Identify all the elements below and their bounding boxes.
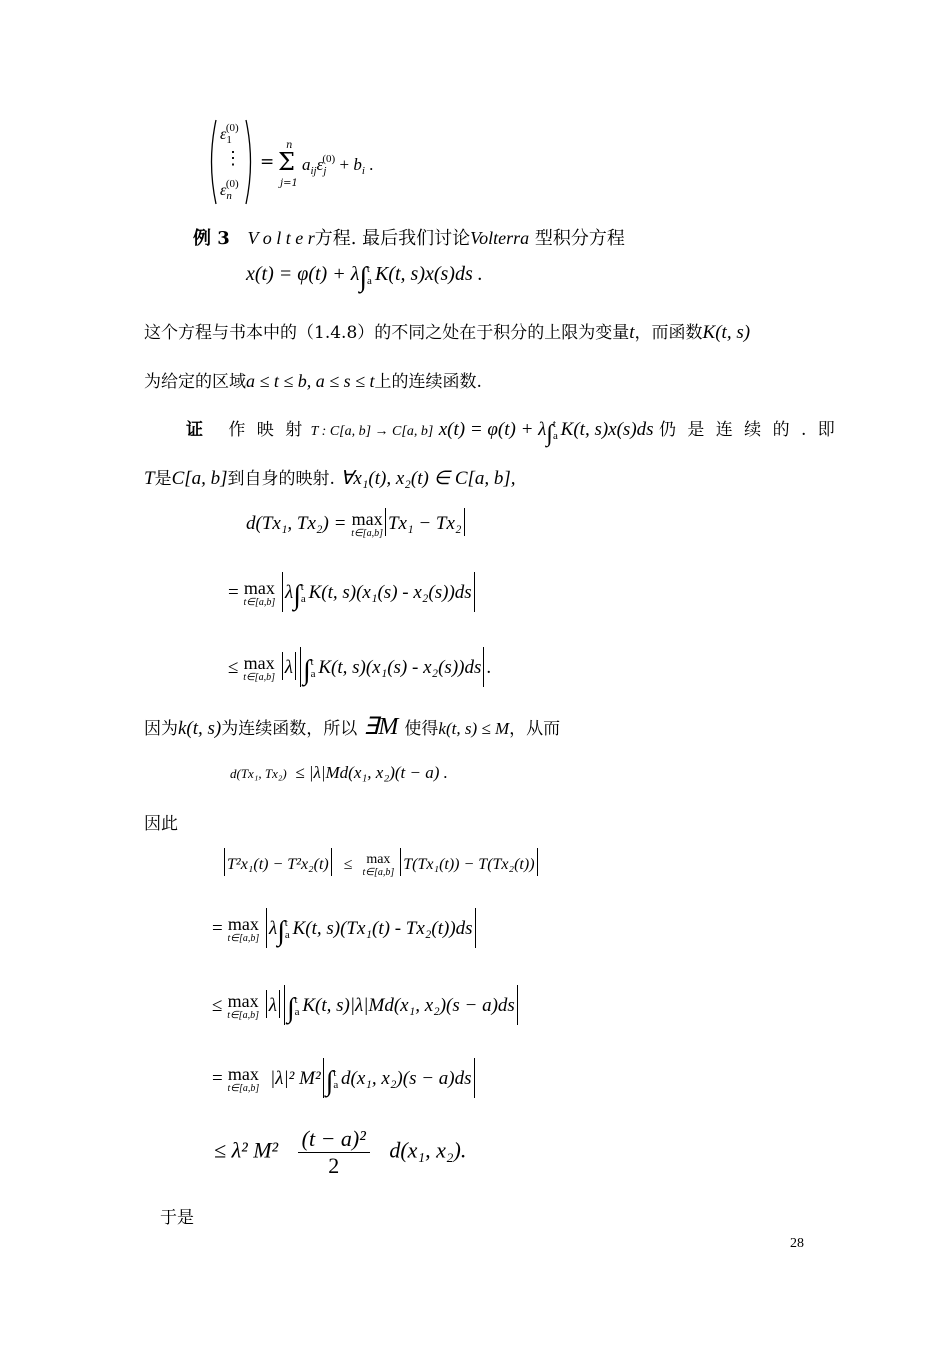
proof-map: T : C[a, b] → C[a, b]	[310, 424, 434, 439]
line-b-lambda: λ	[284, 657, 293, 678]
page-number: 28	[790, 1236, 804, 1251]
sum-sign: Σ	[278, 148, 295, 176]
distance-tail: Tx₁ − Tx₂	[387, 513, 462, 534]
sq-b-range: t∈[a,b]	[227, 1010, 259, 1022]
proof-line	[186, 415, 838, 448]
sq-b-int-upper: t	[294, 994, 298, 1006]
line-a-tail: K(t, s)(x₁(s) - x₂(s))ds	[308, 582, 472, 603]
paragraph-3	[144, 712, 560, 741]
vector-equation: $\varepsilon_1^{(0)}$ ⋮ $\varepsilon_n^{(0)}$ = n Σ j=1 $a_{ij}\varepsilon_j^{(0)} + b_i$ .	[206, 118, 406, 208]
line-b-max: max	[243, 653, 275, 674]
eps-sup: (0)	[322, 153, 336, 165]
line-a-range: t∈[a,b]	[243, 597, 276, 609]
volterra-eq-tail: K(t, s)x(s)ds .	[374, 263, 483, 285]
sq-a-tail: K(t, s)(Tx₁(t) - Tx₂(t))ds	[292, 918, 473, 939]
para3-text-a: 因为	[144, 719, 178, 739]
self-map-T: T	[144, 468, 155, 489]
para5-text: 于是	[160, 1208, 194, 1228]
volterra-equation: $x(t) = \varphi(t) + \lambda\int_a^t$ K(t, s)x(s)ds .	[246, 262, 483, 293]
sq-rhs: T(Tx₁(t)) − T(Tx₂(t))	[403, 856, 535, 873]
sq-b-le: ≤	[212, 995, 223, 1016]
volterra-int-lower: a	[367, 275, 372, 287]
proof-eq-tail: K(t, s)x(s)ds	[560, 419, 654, 440]
proof-equation: $x(t) = \varphi(t) + \lambda\int_a^t$ K(t, s)x(s)ds	[438, 418, 654, 447]
sum-upper: n	[286, 140, 293, 151]
sq-lhs: T²x₁(t) − T²x₂(t)	[227, 856, 329, 873]
sq-a-int-lower: a	[284, 929, 290, 941]
para1-t: t	[629, 322, 635, 343]
vec-top-sup: (0)	[225, 122, 239, 134]
distance-line	[246, 508, 467, 539]
sq-line-c: = max t∈[a,b] |λ|² M² $\int_a^t$ d(x₁, x₂)(s − a)ds	[212, 1058, 477, 1098]
volterra-eq-lhs: x(t) = φ(t) + λ	[246, 263, 360, 285]
line-b-tail: K(t, s)(x₁(s) - x₂(s))ds	[318, 657, 482, 678]
volterra-int-upper: t	[366, 263, 370, 275]
para4-text: 因此	[144, 814, 178, 834]
final-inequality	[214, 1126, 466, 1179]
para3-k: k(t, s)	[178, 718, 222, 739]
ineq-d-tail: ≤ |λ|Md(x₁, x₂)(t − a) .	[295, 763, 448, 782]
line-a-lambda: λ	[285, 582, 294, 603]
line-a-eq: =	[228, 582, 239, 603]
proof-text2: 仍 是 连 续 的 . 即	[658, 420, 838, 440]
sq-le: ≤	[343, 856, 353, 873]
paragraph-2	[144, 367, 482, 392]
b-sub: i	[361, 165, 365, 177]
vec-top-eps: ε	[220, 126, 227, 143]
sq-max-range: t∈[a,b]	[362, 866, 395, 878]
sq-b-max: max	[227, 991, 259, 1012]
line-b-le: ≤	[228, 657, 239, 678]
para3-exists: ∃M	[363, 714, 399, 740]
line-b-range: t∈[a,b]	[243, 672, 275, 684]
sq-line-b: ≤ max t∈[a,b] λ $\int_a^t$ K(t, s)|λ|Md(x₁, x₂)(s − a)ds	[212, 985, 520, 1025]
proof-int-upper: t	[552, 418, 556, 430]
sq-c-eq: =	[212, 1068, 223, 1089]
sq-line-a: = max t∈[a,b] $\lambda\int_a^t$ K(t, s)(Tx₁(t) - Tx₂(t))ds	[212, 908, 478, 948]
example-heading	[193, 224, 625, 250]
self-map-forall: ∀x₁(t), x₂(t) ∈ C[a, b],	[340, 468, 516, 489]
vec-dots: ⋮	[224, 148, 242, 169]
final-fraction	[298, 1126, 370, 1179]
sq-b-tail: K(t, s)|λ|Md(x₁, x₂)(s − a)ds	[302, 995, 515, 1016]
paragraph-5	[160, 1203, 194, 1228]
sq-c-int-lower: a	[333, 1079, 339, 1091]
square-line	[222, 848, 540, 878]
para2-math: a ≤ t ≤ b, a ≤ s ≤ t	[246, 371, 375, 391]
para3-text-d: ，从而	[509, 719, 561, 739]
example-volterra: Volterra	[470, 228, 530, 248]
para2-text-a: 为给定的区域	[144, 372, 246, 392]
vec-equals: =	[260, 152, 275, 172]
right-paren	[244, 118, 256, 206]
left-paren	[206, 118, 218, 206]
self-map-text1: 是	[154, 469, 172, 489]
final-lhs: ≤ λ² M²	[214, 1137, 279, 1163]
sq-c-max: max	[227, 1064, 259, 1085]
example-title-rest: 方程. 最后我们讨论	[314, 228, 471, 249]
paragraph-1	[144, 318, 750, 344]
final-tail: d(x₁, x₂).	[389, 1137, 467, 1163]
line-le-b: ≤ max t∈[a,b] λ $\int_a^t$ K(t, s)(x₁(s) - x₂(s))ds .	[228, 647, 491, 687]
line-a-max: max	[243, 578, 275, 599]
ineq-d-lhs: d(Tx₁, Tx₂)	[230, 766, 287, 781]
sq-a-range: t∈[a,b]	[227, 933, 260, 945]
sq-c-int-upper: t	[333, 1067, 337, 1079]
sq-a-eq: =	[212, 918, 223, 939]
sq-max: max	[366, 851, 391, 867]
line-eq-a: = max t∈[a,b] $\lambda\int_a^t$ K(t, s)(x₁(s) - x₂(s))ds	[228, 572, 477, 612]
line-b-int-upper: t	[310, 656, 314, 668]
para2-text-b: 上的连续函数.	[374, 372, 482, 392]
line-a-int-lower: a	[300, 593, 306, 605]
sq-b-int-lower: a	[294, 1006, 300, 1018]
proof-int-lower: a	[552, 430, 558, 442]
sq-c-range: t∈[a,b]	[227, 1083, 260, 1095]
para3-ineq: k(t, s) ≤ M	[438, 719, 510, 738]
paragraph-4	[144, 809, 178, 834]
para1-text: 这个方程与书本中的（1.4.8）的不同之处在于积分的上限为变量	[144, 323, 630, 343]
example-title-latin: V o l t e r	[247, 228, 315, 248]
sum-lower: j=1	[280, 178, 298, 189]
vec-bottom-sup: (0)	[225, 178, 239, 190]
example-label: 例 3	[193, 228, 230, 249]
distance-lhs: d(Tx₁, Tx₂) =	[246, 513, 347, 534]
sq-b-lambda: λ	[268, 995, 277, 1016]
example-title-tail: 型积分方程	[529, 228, 625, 249]
distance-max: max	[351, 509, 383, 530]
eps-sub: j	[323, 165, 327, 177]
vec-end: .	[369, 155, 374, 174]
para1-K: K(t, s)	[702, 322, 751, 343]
line-a-int-upper: t	[300, 581, 304, 593]
sq-c-tail: d(x₁, x₂)(s − a)ds	[341, 1068, 472, 1089]
vec-top-sub: 1	[226, 134, 232, 146]
vec-bottom-eps: ε	[220, 182, 227, 199]
para3-text-c: 使得	[404, 719, 439, 739]
sq-a-int-upper: t	[284, 917, 288, 929]
distance-max-range: t∈[a,b]	[351, 528, 383, 540]
proof-eq-lhs: x(t) = φ(t) + λ	[438, 419, 547, 440]
sq-c-mid: |λ|² M²	[270, 1068, 321, 1089]
final-num: (t − a)²	[298, 1126, 370, 1153]
self-map-C: C[a, b]	[171, 468, 228, 489]
vec-bottom-sub: n	[226, 190, 232, 202]
sq-a-max: max	[227, 914, 259, 935]
para1-mid: ，而函数	[634, 323, 703, 343]
sq-a-lambda: λ	[269, 918, 278, 939]
line-b-period: .	[486, 657, 492, 678]
proof-label: 证	[186, 420, 203, 440]
proof-text1: 作 映 射	[228, 420, 306, 440]
coef-sub: ij	[310, 165, 317, 177]
self-map-text2: 到自身的映射.	[227, 469, 335, 489]
self-map-line	[144, 464, 516, 490]
para3-text-b: 为连续函数，所以	[221, 719, 358, 739]
line-b-int-lower: a	[310, 668, 316, 680]
final-den: 2	[328, 1153, 340, 1178]
inequality-d	[230, 763, 448, 783]
